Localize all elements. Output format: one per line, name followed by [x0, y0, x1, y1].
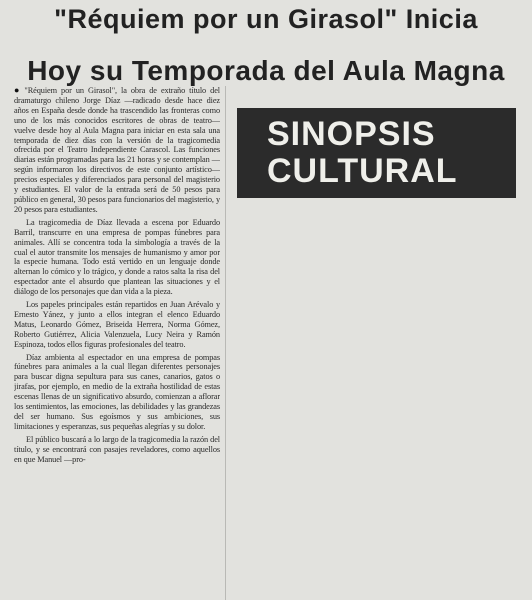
bullet-icon: ● [14, 86, 22, 95]
article-body [14, 86, 220, 600]
section-badge-line-1: SINOPSIS [267, 115, 436, 153]
section-badge-line-2: CULTURAL [267, 152, 458, 190]
column-divider [225, 86, 226, 600]
headline-line-1: "Réquiem por un Girasol" Inicia [54, 4, 478, 34]
article-paragraph: Los papeles principales están repartidos en Juan Arévalo y Ernesto Yánez, y junto a ellos integran el elenco Eduardo Matus, Leonardo Gómez, Briseida Herrera, Norma Gómez, Roberto Gutiérrez, Alicia Valenzuela, Lucy Neira y Ramón Espinoza, todos ellos figuras profesionales del teatro. [14, 300, 220, 349]
section-badge [237, 108, 516, 198]
headline-line-2: Hoy su Temporada del Aula Magna [27, 55, 505, 86]
article-paragraph: La tragicomedia de Díaz llevada a escena por Eduardo Barril, transcurre en una empresa de pompas fúnebres para animales. Allí se concentra toda la simbología a través de la cual el autor transmite los mensajes de humanismo y amor por la especie humana. Todo está vertido en un lenguaje donde alternan lo cómico y lo trágico, y donde a ratos salta la risa del espectador ante el absurdo que plantean las situaciones y el diálogo de los personajes que dan vida a la pieza. [14, 217, 220, 297]
article-paragraph [14, 86, 220, 215]
article-paragraph: Díaz ambienta al espectador en una empresa de pompas fúnebres para animales a la cual llegan diferentes personajes para buscar digna sepultura para sus canes, canarios, gatos o jirafas, por ejemplo, en medio de la extraña hostilidad de estas escenas llenas de un significativo absurdo, comienzan a aflorar los sentimientos, las emociones, las debilidades y las grandezas del ser humano. Sus egoísmos y sus ambiciones, sus limitaciones y esperanzas, sus pequeñas alegrías y su dolor. [14, 352, 220, 431]
article-paragraph-text: "Réquiem por un Girasol", la obra de extraño título del dramaturgo chileno Jorge Díaz —radicado desde hace diez años en España desde donde ha trascendido las fronteras como uno de los más conocidos escritores de obras de teatro— vuelve desde hoy al Aula Magna para iniciar en esta sala una temporada de diez días con la versión de la tragicomedia ofrecida por el Teatro Independiente Carascol. Las funciones diarias están programadas para las 21 horas y se contemplan —según informaron los directivos de este conjunto artístico— precios especiales y diferenciados para personal del magisterio y estudiantes. El valor de la entrada será de 50 pesos para público en general, 30 pesos para funcionarios del magisterio, y 20 pesos para estudiantes. [14, 86, 220, 214]
article-paragraph: El público buscará a lo largo de la tragicomedia la razón del título, y se encontrará con pasajes reveladores, como aquellos en que Manuel —pro- [14, 434, 220, 464]
